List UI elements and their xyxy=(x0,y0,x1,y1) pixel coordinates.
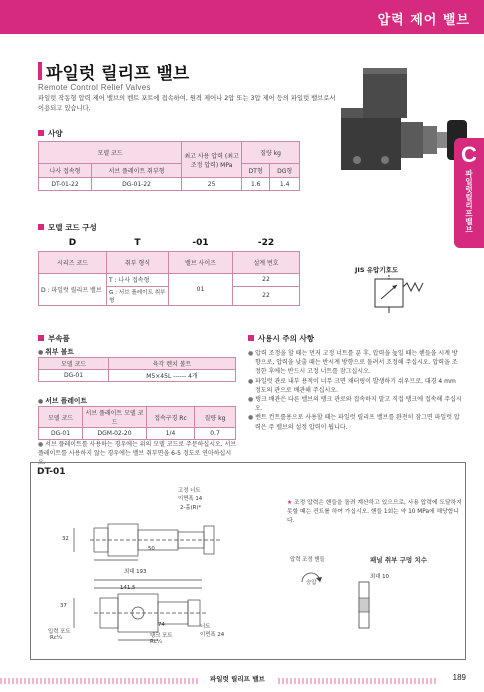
spec-cell: 1.6 xyxy=(242,178,270,191)
panel-hole-diagram xyxy=(355,580,375,630)
plate-h-port: 접속구경 Rc xyxy=(147,407,195,428)
hex14-label: 이면폭 14 xyxy=(178,496,203,502)
pilot-rc-label: Rc¼ xyxy=(50,635,62,641)
caution-text: 벤트 컨트롤용으로 사용할 때는 파일럿 릴리프 밸브를 완전히 잠그면 파일럿 압력은 주 밸브의 설정 압력이 됩니다. xyxy=(255,414,460,431)
plate-h-model: 모델 코드 xyxy=(39,407,83,428)
page-number: 189 xyxy=(452,673,466,682)
caution-text: 파일럿 관로 내부 용적이 너무 크면 채터링이 발생하기 쉬우므로, 대경 4 mm 정도의 관으로 배관해 주십시오. xyxy=(255,377,456,394)
tank-rc-label: Rc¼ xyxy=(150,639,162,645)
series-desc: D : 파일럿 릴리프 밸브 xyxy=(39,273,107,305)
design-value: 22 xyxy=(233,286,300,305)
caution-item xyxy=(248,413,463,431)
plate-h-mass: 질량 kg xyxy=(195,407,236,428)
panel-hole-title: 패널 취부 구멍 치수 xyxy=(370,556,428,564)
header-bar xyxy=(0,0,484,34)
spec-h-dt: DT형 xyxy=(242,164,270,178)
hex24-label: 이면폭 24 xyxy=(200,632,225,638)
bolt-cell: M5×45L ------ 4개 xyxy=(109,370,236,382)
lock-nut-label: 고정 너트 xyxy=(178,488,201,494)
plate-table xyxy=(38,406,236,440)
code-series: D xyxy=(68,237,77,248)
panel-max-label: 최대 10 xyxy=(370,574,389,580)
bolt-cell: DG-01 xyxy=(39,370,109,382)
dim74-label: 74 xyxy=(158,622,165,628)
plate-cell: DGM-02-20 xyxy=(83,428,147,440)
section-tab-text: 파일럿 릴리프 밸브 xyxy=(465,169,473,234)
spec-h-pressure: 최고 사용 압력 (최고 조정 압력) MPa xyxy=(182,142,242,178)
caution-text: 탱크 배관은 다른 밸브의 탱크 관로와 접속하지 말고 직접 탱크에 접속해 주십시오. xyxy=(255,396,462,413)
dim50-label: 50 xyxy=(148,546,155,552)
title-marker xyxy=(38,62,42,80)
caution-item xyxy=(248,395,463,413)
dim37-label: 37 xyxy=(60,603,67,609)
spec-h-sub: 서브 플레이트 취부형 xyxy=(92,164,182,178)
page-title: 파일럿 릴리프 밸브 xyxy=(46,64,190,84)
accessories-heading: 부속품 xyxy=(38,333,70,344)
spec-cell: DG-01-22 xyxy=(92,178,182,191)
bolt-h-bolt: 육각 렌치 볼트 xyxy=(109,358,236,370)
mount-g-desc: G : 서브 플레이트 취부형 xyxy=(107,286,169,305)
footer-bar-left xyxy=(0,678,200,684)
size-value: 01 xyxy=(169,273,233,305)
model-code-heading: 모델 코드 구성 xyxy=(38,222,97,233)
code-mount: T xyxy=(134,237,141,248)
bolt-h-model: 모델 코드 xyxy=(39,358,109,370)
code-design: -22 xyxy=(257,237,275,248)
spec-cell: 1.4 xyxy=(270,178,300,191)
cautions-list xyxy=(248,349,463,432)
section-tab xyxy=(454,138,484,248)
caution-item xyxy=(248,349,463,377)
boost-label: 승압 xyxy=(306,580,317,586)
plate-note-text: 서브 플레이트를 사용하는 경우에는 위의 모델 코드로 주문하십시오. 서브 플레이트를 사용하지 않는 경우에는 밸브 취부면을 6-5 정도로 연마하십시오. xyxy=(38,441,237,466)
section-letter: C xyxy=(461,142,477,167)
spec-h-mass: 질량 kg xyxy=(242,142,300,164)
dim32-label: 32 xyxy=(62,536,69,542)
spec-h-thread: 나사 접속형 xyxy=(39,164,92,178)
spec-heading: 사양 xyxy=(38,128,63,139)
product-photo xyxy=(337,60,471,188)
drawing-title: DT-01 xyxy=(37,467,66,477)
pilot-port-label: 입력 포트 xyxy=(48,629,71,635)
bolt-table xyxy=(38,357,236,382)
spec-cell: 25 xyxy=(182,178,242,191)
page-subtitle: Remote Control Relief Valves xyxy=(38,83,151,92)
spec-h-model: 모델 코드 xyxy=(39,142,182,164)
category-label: 압력 제어 밸브 xyxy=(377,13,470,28)
tank-port-label: 탱크 포트 xyxy=(150,633,173,639)
caution-item xyxy=(248,377,463,395)
label-design: 설계 번호 xyxy=(233,251,300,273)
jis-symbol xyxy=(345,275,445,313)
plate-h-code: 서브 플레이트 모델 코드 xyxy=(83,407,147,428)
caution-text: 압력 조정을 할 때는 먼저 고정 너트를 푼 후, 압력을 높일 때는 핸들을 시계 방향으로, 압력을 낮출 때는 반시계 방향으로 돌려서 조정해 주십시오. 압력을 조정한 후에는 반드시 고정 너트를 잠그십시오. xyxy=(255,350,458,376)
code-size: -01 xyxy=(192,237,209,248)
drawing-note-text: 조정 압력은 핸들을 돌려 계산하고 있으므로, 사용 압력에 도달하지 못할 때는 컨트롤 하여 가십시오. 핸들 1회는 약 10 MPa에 해당합니다. xyxy=(287,500,462,524)
spec-h-dg: DG형 xyxy=(270,164,300,178)
jis-symbol-title: JIS 유압기호도 xyxy=(355,266,399,274)
mount-t-desc: T : 나사 접속형 xyxy=(107,273,169,286)
label-mount: 취부 형식 xyxy=(107,251,169,273)
plate-heading: ● 서브 플레이트 xyxy=(38,395,87,405)
label-size: 밸브 사이즈 xyxy=(169,251,233,273)
footer-bar-right xyxy=(278,678,438,684)
footer-title: 파일럿 릴리프 밸브 xyxy=(210,675,265,683)
dim193-label: 최대 193 xyxy=(124,569,147,575)
dimension-drawing xyxy=(34,480,284,655)
plate-cell: 1/4 xyxy=(147,428,195,440)
label-series: 시리즈 코드 xyxy=(39,251,107,273)
plate-cell: DG-01 xyxy=(39,428,83,440)
dim1415-label: 141.5 xyxy=(120,585,136,591)
drawing-note xyxy=(287,499,462,526)
bolt-heading: ● 취부 볼트 xyxy=(38,346,74,356)
intro-text: 파일럿 작동형 압력 제어 밸브의 벤트 포트에 접속하여, 원격 제어나 2압 또는 3압 제어 등의 파일럿 밸브로서 이용되고 있습니다. xyxy=(38,95,336,112)
plate-cell: 0.7 xyxy=(195,428,236,440)
spec-table xyxy=(38,141,300,191)
cautions-heading: 사용시 주의 사항 xyxy=(248,333,314,344)
design-value: 22 xyxy=(233,273,300,286)
model-code-table xyxy=(38,235,300,306)
handle-label: 압력 조정 핸들 xyxy=(290,557,325,563)
nut-label: 너트 xyxy=(200,624,211,630)
spec-cell: DT-01-22 xyxy=(39,178,92,191)
holes-label: 2-홀(R)* xyxy=(180,505,202,511)
